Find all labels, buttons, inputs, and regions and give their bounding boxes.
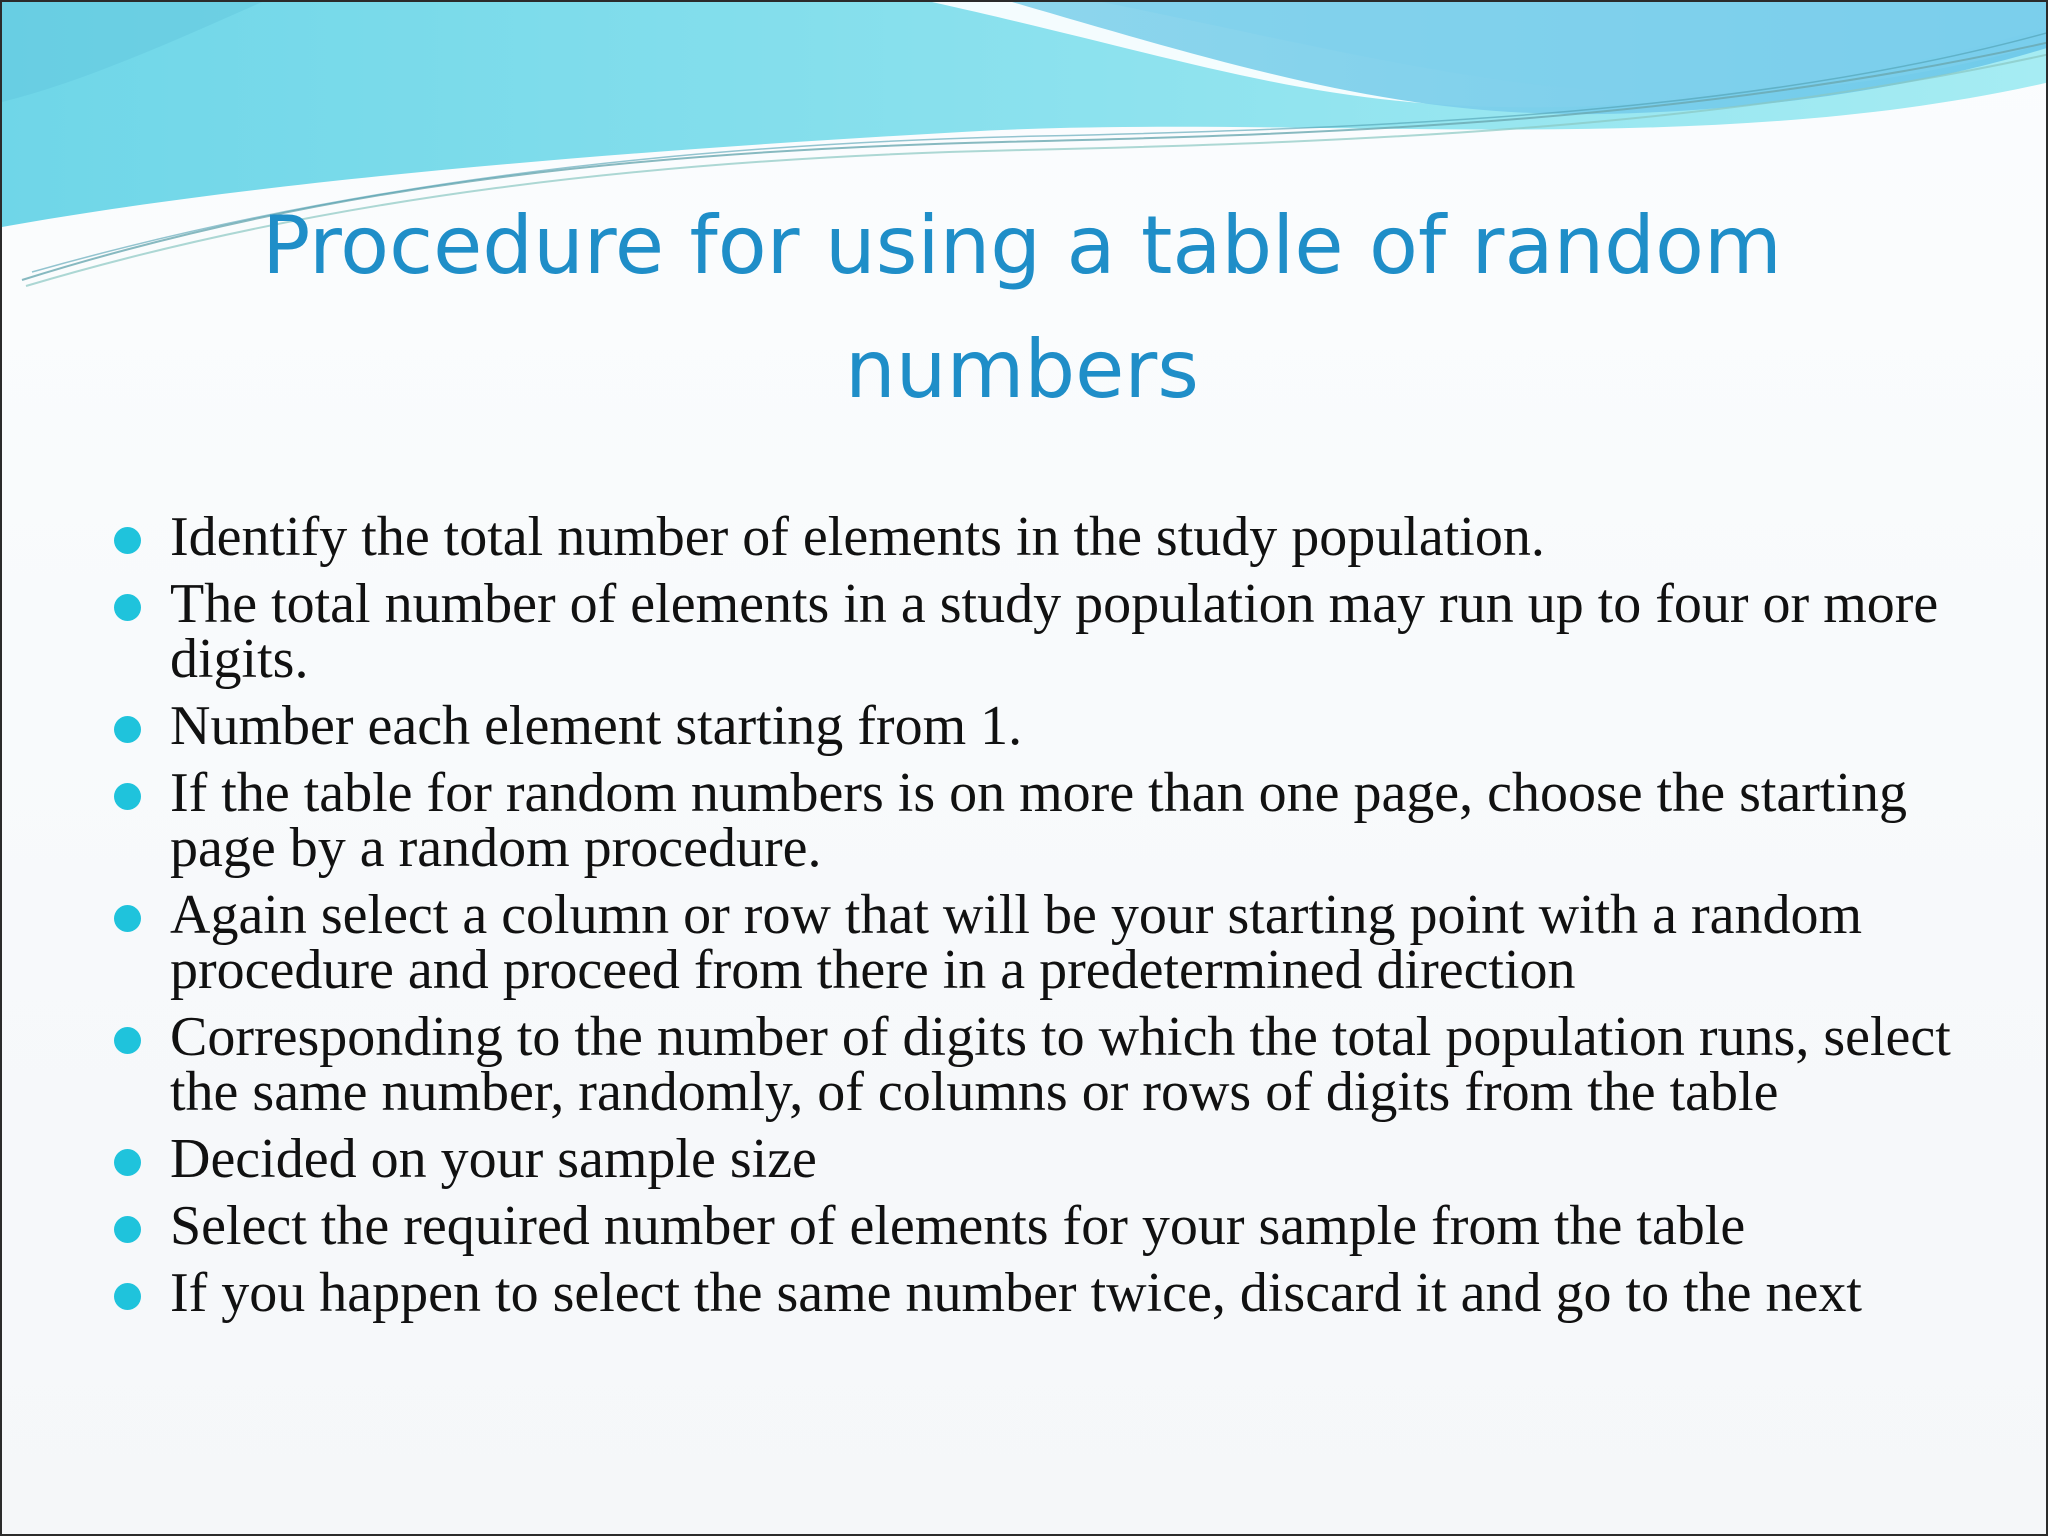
bullet-text: If the table for random numbers is on more than one page, choose the starting page by a random procedure.: [170, 762, 1908, 879]
list-item: [102, 1195, 1982, 1257]
list-item: [102, 1262, 1982, 1324]
bullet-icon: [114, 716, 141, 743]
slide-title: Procedure for using a table of random numbers: [262, 199, 1782, 416]
bullet-text: Identify the total number of elements in the study population.: [170, 506, 1545, 568]
bullet-text: Decided on your sample size: [170, 1128, 817, 1190]
list-item: [102, 506, 1982, 568]
bullet-icon: [114, 1149, 141, 1176]
bullet-icon: [114, 594, 141, 621]
bullet-icon: [114, 1216, 141, 1243]
list-item: [102, 1006, 1982, 1123]
bullet-text: Number each element starting from 1.: [170, 695, 1023, 757]
bullet-text: If you happen to select the same number twice, discard it and go to the next: [170, 1262, 1862, 1324]
bullet-icon: [114, 1027, 141, 1054]
list-item: [102, 1128, 1982, 1190]
bullet-text: Select the required number of elements for your sample from the table: [170, 1195, 1746, 1257]
bullet-text: The total number of elements in a study population may run up to four or more digits.: [170, 573, 1939, 690]
bullet-list: [102, 506, 1982, 1333]
bullet-icon: [114, 783, 141, 810]
list-item: [102, 695, 1982, 757]
bullet-text: Corresponding to the number of digits to which the total population runs, select the same number, randomly, of columns or rows of digits from the table: [170, 1006, 1951, 1123]
list-item: [102, 762, 1982, 879]
bullet-text: Again select a column or row that will be your starting point with a random procedure and proceed from there in a predetermined direction: [170, 884, 1863, 1001]
list-item: [102, 884, 1982, 1001]
bullet-icon: [114, 905, 141, 932]
bullet-icon: [114, 1283, 141, 1310]
list-item: [102, 573, 1982, 690]
bullet-icon: [114, 527, 141, 554]
